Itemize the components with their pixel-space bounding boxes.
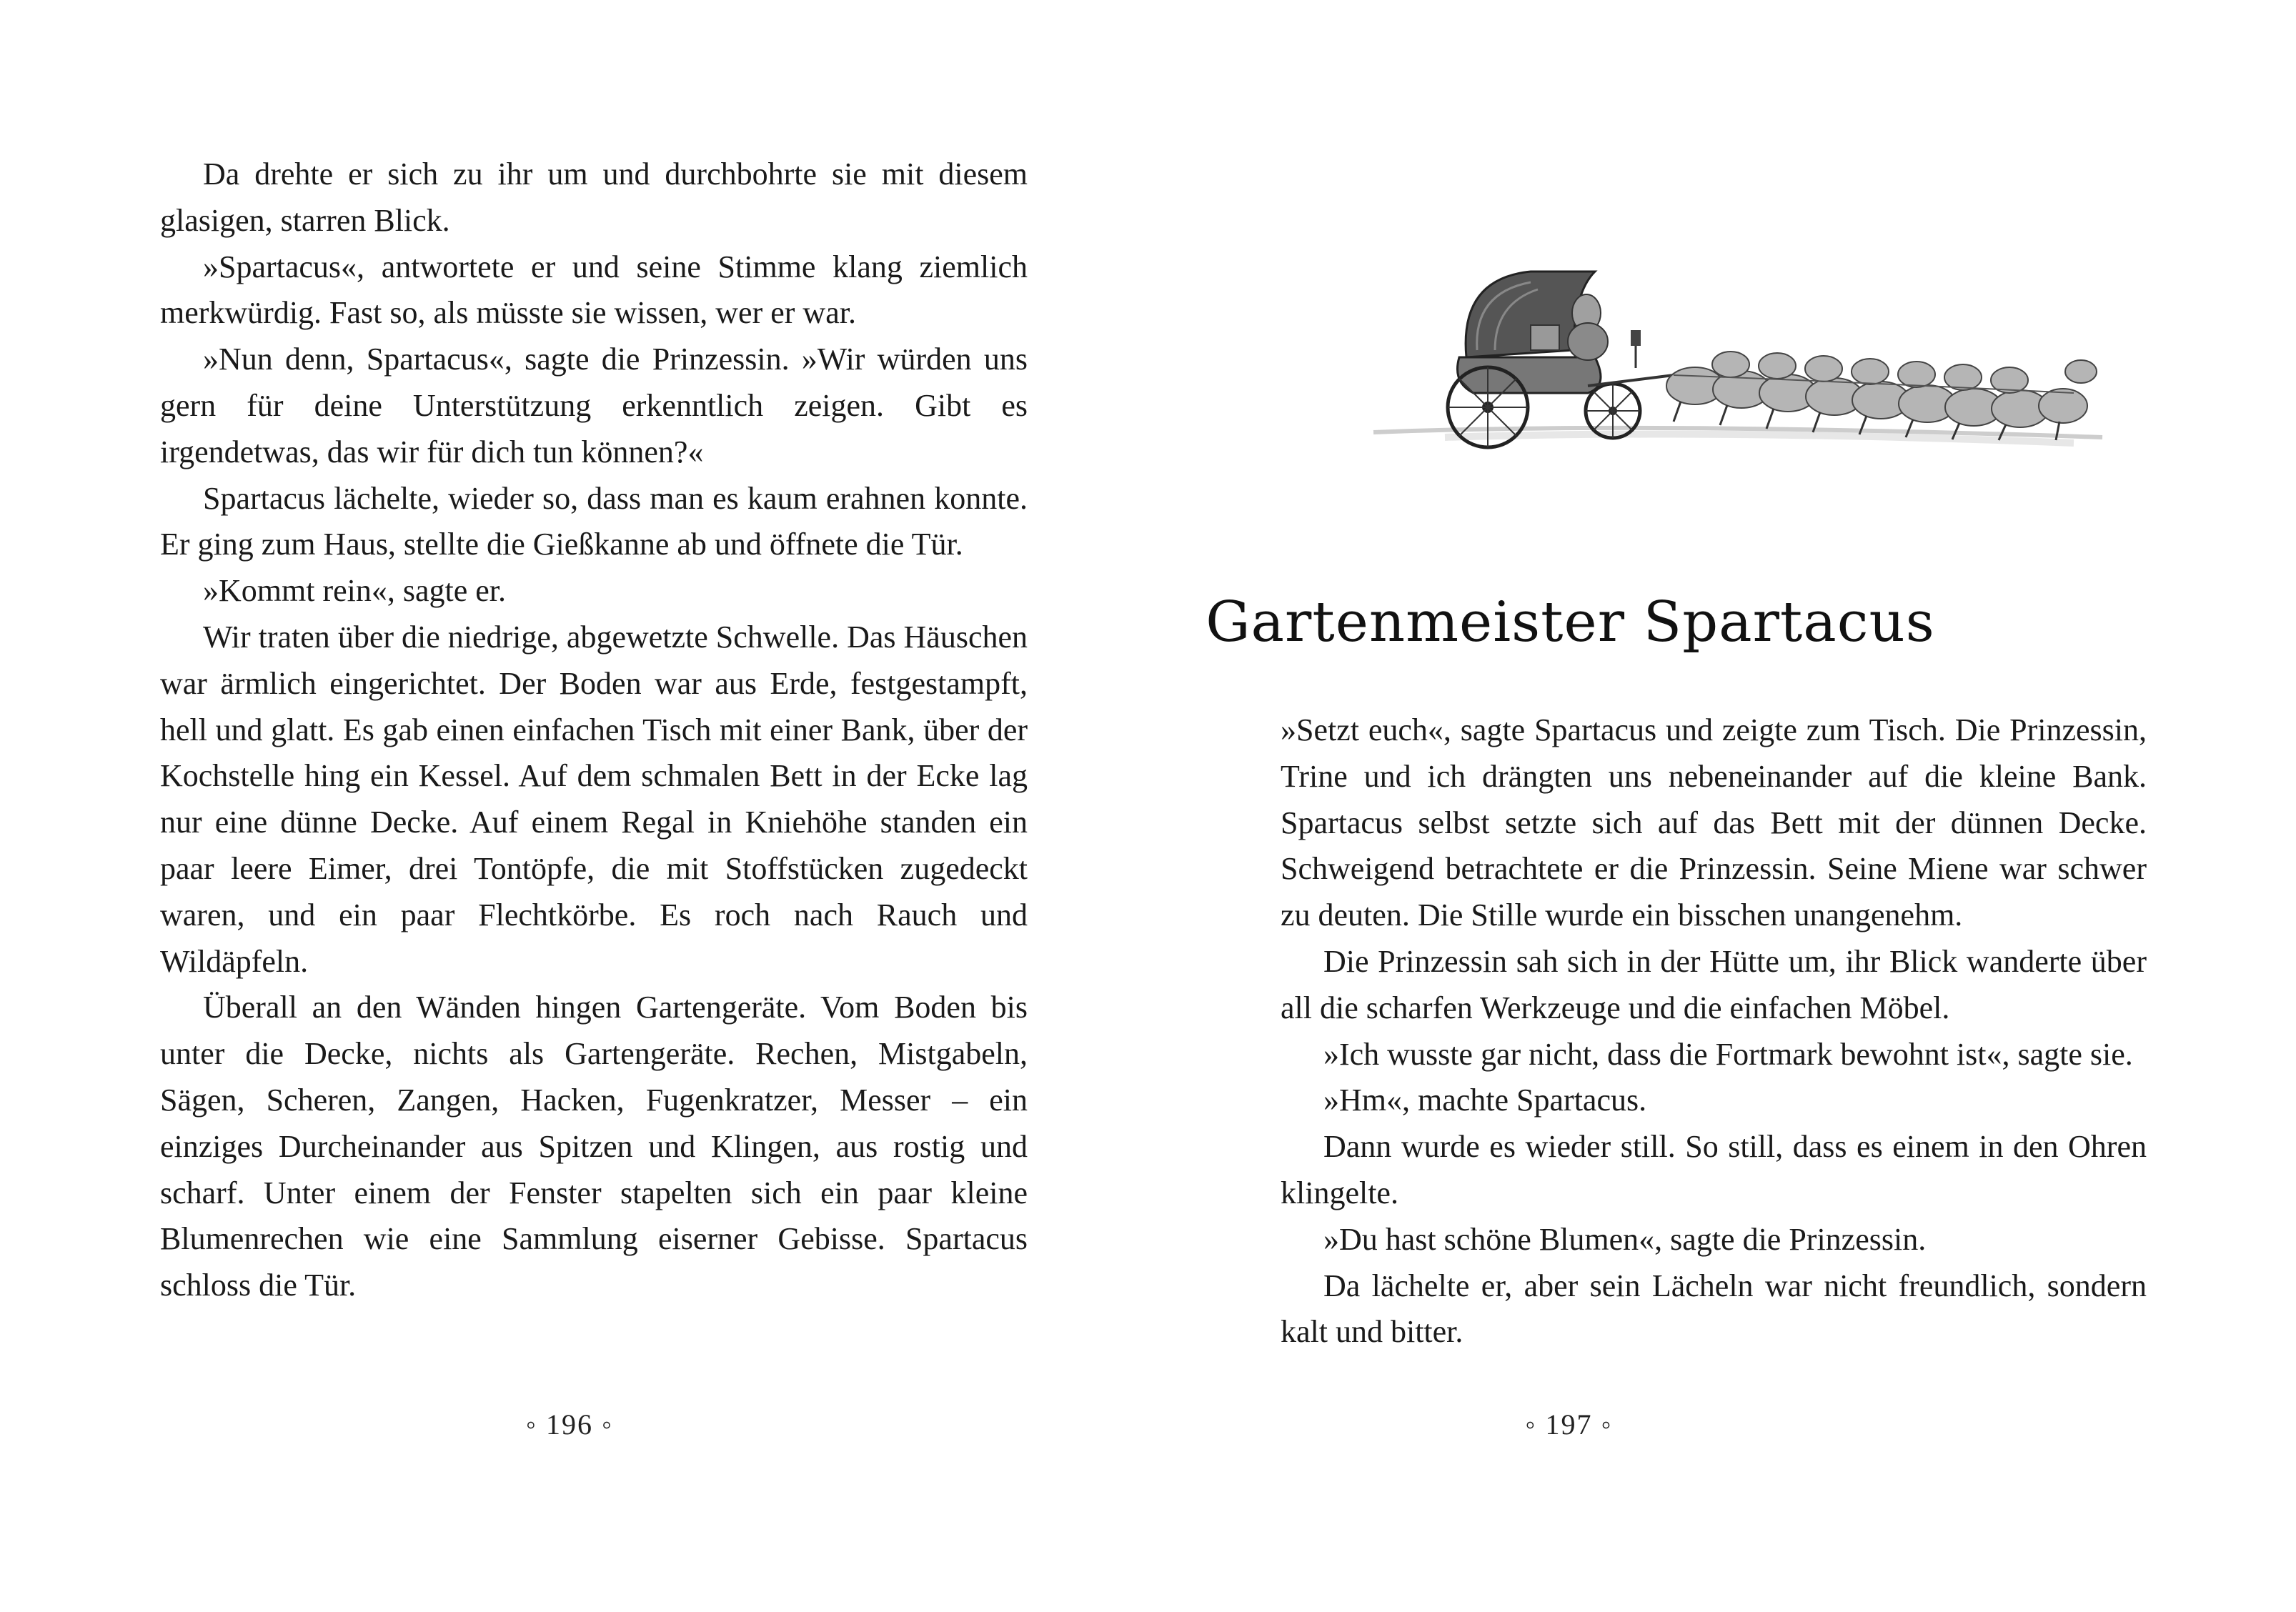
paragraph: Wir traten über die niedrige, abgewetzte Schwelle. Das Häuschen war ärmlich eingerichtet. Der Boden war aus Erde, festgestampft, hell und glatt. Es gab einen einfachen Tisch mit einer Bank, über der Kochstelle hing ein Kessel. Auf dem schmalen Bett in der Ecke lag nur eine dünne Decke. Auf einem Regal in Kniehöhe standen ein paar leere Eimer, drei Tontöpfe, die mit Stoffstücken zugedeckt waren, und ein paar Flechtkörbe. Es roch nach Rauch und Wildäpfeln. — [160, 619, 1028, 979]
paragraph: »Hm«, machte Spartacus. — [1323, 1083, 1647, 1118]
paragraph: »Spartacus«, antwortete er und seine Stimme klang ziemlich merkwürdig. Fast so, als müsste sie wissen, wer er war. — [160, 249, 1028, 331]
chapter-title — [1148, 590, 2296, 655]
paragraph: Überall an den Wänden hingen Gartengeräte. Vom Boden bis unter die Decke, nichts als Gartengeräte. Rechen, Mistgabeln, Sägen, Scheren, Zangen, Hacken, Fugenkratzer, Messer – ein einziges Durcheinander aus Spitzen und Klingen, aus rostig und scharf. Unter einem der Fenster stapelten sich ein paar kleine Blumenrechen wie eine Sammlung eiserner Gebisse. Spartacus schloss die Tür. — [160, 990, 1028, 1303]
left-page-text — [160, 151, 1028, 1309]
paragraph: Die Prinzessin sah sich in der Hütte um, ihr Blick wanderte über all die scharfen Werkzeuge und die einfachen Möbel. — [1281, 943, 2147, 1025]
paragraph: »Setzt euch«, sagte Spartacus und zeigte zum Tisch. Die Prinzessin, Trine und ich drängten uns nebeneinander auf die kleine Bank. Spartacus selbst setzte sich auf das Bett mit der dünnen Decke. Schweigend betrachtete er die Prinzessin. Seine Miene war schwer zu deuten. Die Stille wurde ein bisschen unangenehm. — [1281, 712, 2147, 933]
paragraph: Da drehte er sich zu ihr um und durchbohrte sie mit diesem glasigen, starren Blick. — [160, 156, 1028, 238]
paragraph: »Ich wusste gar nicht, dass die Fortmark bewohnt ist«, sagte sie. — [1323, 1036, 2133, 1072]
paragraph: Da lächelte er, aber sein Lächeln war nicht freundlich, sondern kalt und bitter. — [1281, 1268, 2147, 1350]
carriage-pulled-by-moles-illustration — [1359, 250, 2109, 500]
right-page — [1148, 0, 2296, 1612]
paragraph: »Kommt rein«, sagte er. — [203, 573, 507, 609]
chapter-title-text: Gartenmeister Spartacus — [1206, 590, 1935, 655]
paragraph: Dann wurde es wieder still. So still, dass es einem in den Ohren klingelte. — [1281, 1129, 2147, 1210]
paragraph: Spartacus lächelte, wieder so, dass man es kaum erahnen konnte. Er ging zum Haus, stellte die Gießkanne ab und öffnete die Tür. — [160, 480, 1028, 562]
paragraph: »Nun denn, Spartacus«, sagte die Prinzessin. »Wir würden uns gern für deine Unterstützung erkenntlich zeigen. Gibt es irgendetwas, das wir für dich tun können?« — [160, 342, 1028, 469]
page-number: ◦ 196 ◦ — [525, 1408, 614, 1441]
paragraph: »Du hast schöne Blumen«, sagte die Prinzessin. — [1323, 1221, 1927, 1257]
right-page-text — [1281, 707, 2147, 1355]
page-number: ◦ 197 ◦ — [1525, 1408, 1613, 1441]
